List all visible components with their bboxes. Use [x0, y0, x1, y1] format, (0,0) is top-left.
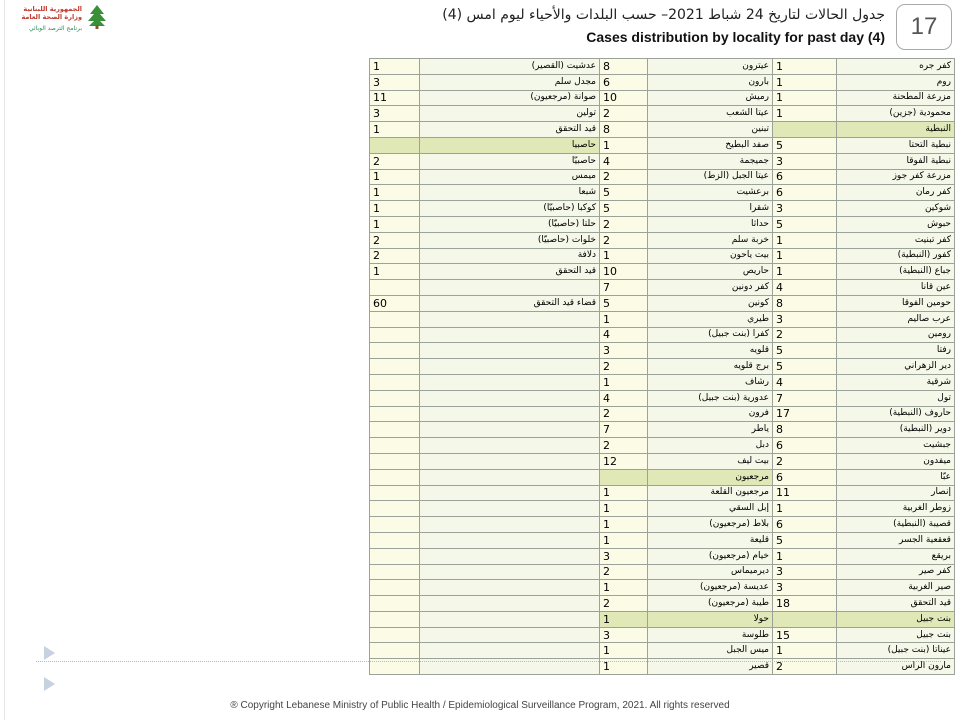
- case-count-cell: 6: [773, 169, 837, 185]
- table-row: [370, 74, 955, 90]
- locality-cell: طلوسة: [648, 627, 773, 643]
- locality-cell: مرجعيون القلعة: [648, 485, 773, 501]
- case-count-cell: 4: [600, 153, 648, 169]
- table-row: [370, 311, 955, 327]
- cedar-emblem-icon: [86, 4, 108, 30]
- case-count-cell: [370, 517, 420, 533]
- locality-cell: ميس الجبل: [648, 643, 773, 659]
- case-count-cell: 3: [773, 311, 837, 327]
- locality-cell: رومين: [837, 327, 955, 343]
- case-count-cell: 6: [773, 517, 837, 533]
- case-count-cell: 1: [600, 311, 648, 327]
- table-row: [370, 106, 955, 122]
- locality-cell: دبل: [648, 438, 773, 454]
- table-row: [370, 343, 955, 359]
- locality-cell: كفر صير: [837, 564, 955, 580]
- case-count-cell: 3: [600, 343, 648, 359]
- locality-cell: صوانة (مرجعيون): [420, 90, 600, 106]
- locality-cell: [420, 422, 600, 438]
- table-row: [370, 517, 955, 533]
- locality-cell: حاريص: [648, 264, 773, 280]
- locality-cell: [420, 532, 600, 548]
- locality-cell: تولين: [420, 106, 600, 122]
- case-count-cell: 1: [773, 248, 837, 264]
- case-count-cell: 15: [773, 627, 837, 643]
- case-count-cell: 1: [600, 659, 648, 675]
- case-count-cell: [600, 469, 648, 485]
- table-row: [370, 264, 955, 280]
- case-count-cell: [370, 596, 420, 612]
- locality-cell: رميش: [648, 90, 773, 106]
- locality-cell: عين قانا: [837, 280, 955, 296]
- locality-cell: طيبة (مرجعيون): [648, 596, 773, 612]
- arrow-right-icon: [44, 677, 55, 691]
- locality-cell: ديرميماس: [648, 564, 773, 580]
- case-count-cell: 3: [600, 627, 648, 643]
- case-count-cell: 1: [370, 59, 420, 75]
- locality-cell: بيت ياحون: [648, 248, 773, 264]
- locality-cell: عبّا: [837, 469, 955, 485]
- case-count-cell: 5: [773, 343, 837, 359]
- case-count-cell: 6: [773, 438, 837, 454]
- case-count-cell: 1: [773, 74, 837, 90]
- locality-cell: حلتا (حاصبيّا): [420, 216, 600, 232]
- case-count-cell: [370, 280, 420, 296]
- case-count-cell: 5: [773, 216, 837, 232]
- table-row: [370, 169, 955, 185]
- locality-cell: تبنين: [648, 122, 773, 138]
- table-row: [370, 627, 955, 643]
- case-count-cell: 1: [370, 264, 420, 280]
- locality-cell: [420, 485, 600, 501]
- case-count-cell: [370, 374, 420, 390]
- case-count-cell: 2: [600, 106, 648, 122]
- locality-cell: عدشيت (القصير): [420, 59, 600, 75]
- locality-cell: قليعة: [648, 532, 773, 548]
- table-row: [370, 596, 955, 612]
- table-row: [370, 390, 955, 406]
- locality-cell: قضاء قيد التحقق: [420, 295, 600, 311]
- locality-cell: مزرعة كفر جوز: [837, 169, 955, 185]
- locality-cell: جبشيت: [837, 438, 955, 454]
- table-row: [370, 374, 955, 390]
- table-row: [370, 248, 955, 264]
- case-count-cell: 2: [600, 438, 648, 454]
- case-count-cell: 1: [600, 611, 648, 627]
- locality-cell: [420, 280, 600, 296]
- case-count-cell: 1: [600, 532, 648, 548]
- locality-cell: زوطر الغربية: [837, 501, 955, 517]
- table-row: [370, 232, 955, 248]
- case-count-cell: [370, 438, 420, 454]
- table-row: [370, 153, 955, 169]
- locality-cell: تول: [837, 390, 955, 406]
- case-count-cell: 2: [370, 153, 420, 169]
- locality-cell: قصير: [648, 659, 773, 675]
- locality-cell: شبعا: [420, 185, 600, 201]
- locality-cell: [420, 596, 600, 612]
- table-row: [370, 611, 955, 627]
- case-count-cell: 1: [370, 169, 420, 185]
- locality-cell: [420, 390, 600, 406]
- table-row: [370, 453, 955, 469]
- case-count-cell: 1: [370, 216, 420, 232]
- table-row: [370, 59, 955, 75]
- case-count-cell: 10: [600, 90, 648, 106]
- case-count-cell: [773, 611, 837, 627]
- case-count-cell: 3: [773, 564, 837, 580]
- locality-cell: حولا: [648, 611, 773, 627]
- case-count-cell: 4: [773, 374, 837, 390]
- case-count-cell: 8: [773, 422, 837, 438]
- case-count-cell: 5: [600, 185, 648, 201]
- case-count-cell: 8: [773, 295, 837, 311]
- locality-cell: برج قلويه: [648, 359, 773, 375]
- case-count-cell: 4: [600, 327, 648, 343]
- locality-cell: حاصبيّا: [420, 153, 600, 169]
- locality-cell: فرون: [648, 406, 773, 422]
- locality-cell: دوير (النبطية): [837, 422, 955, 438]
- locality-cell: [420, 469, 600, 485]
- locality-cell: [420, 343, 600, 359]
- cases-table-body: [370, 59, 955, 675]
- locality-cell: خيام (مرجعيون): [648, 548, 773, 564]
- case-count-cell: [370, 611, 420, 627]
- locality-cell: قيد التحقق: [420, 122, 600, 138]
- case-count-cell: 1: [600, 501, 648, 517]
- divider-line: [36, 661, 941, 662]
- table-row: [370, 485, 955, 501]
- locality-cell: حداثا: [648, 216, 773, 232]
- locality-cell: بنت جبيل: [837, 627, 955, 643]
- locality-cell: عرب صاليم: [837, 311, 955, 327]
- case-count-cell: [370, 311, 420, 327]
- table-row: [370, 327, 955, 343]
- locality-cell: [420, 564, 600, 580]
- case-count-cell: 11: [773, 485, 837, 501]
- case-count-cell: 60: [370, 295, 420, 311]
- locality-cell: روم: [837, 74, 955, 90]
- case-count-cell: 2: [600, 232, 648, 248]
- locality-cell: إبل السقي: [648, 501, 773, 517]
- table-row: [370, 501, 955, 517]
- locality-cell: [420, 453, 600, 469]
- locality-cell: حاروف (النبطية): [837, 406, 955, 422]
- table-row: [370, 90, 955, 106]
- page-number: 17: [896, 4, 952, 50]
- locality-cell: كفر جره: [837, 59, 955, 75]
- table-row: [370, 280, 955, 296]
- case-count-cell: 2: [600, 596, 648, 612]
- case-count-cell: 2: [600, 406, 648, 422]
- logo-program-text: برنامج الترصد الوبائي: [28, 25, 82, 32]
- case-count-cell: 2: [600, 564, 648, 580]
- locality-cell: كوكبا (حاصبيّا): [420, 201, 600, 217]
- case-count-cell: [370, 485, 420, 501]
- case-count-cell: 3: [600, 548, 648, 564]
- locality-cell: [420, 327, 600, 343]
- table-row: [370, 422, 955, 438]
- locality-cell: دلافة: [420, 248, 600, 264]
- locality-cell: عيتا الشعب: [648, 106, 773, 122]
- locality-cell: [420, 627, 600, 643]
- locality-cell: [420, 643, 600, 659]
- case-count-cell: [370, 627, 420, 643]
- case-count-cell: 1: [773, 90, 837, 106]
- case-count-cell: 6: [600, 74, 648, 90]
- locality-cell: عيتا الجبل (الزط): [648, 169, 773, 185]
- arrow-right-icon: [44, 646, 55, 660]
- locality-cell: بلاط (مرجعيون): [648, 517, 773, 533]
- locality-cell: خلوات (حاصبيّا): [420, 232, 600, 248]
- case-count-cell: 5: [600, 201, 648, 217]
- case-count-cell: 4: [600, 390, 648, 406]
- case-count-cell: [370, 453, 420, 469]
- copyright-footer: ® Copyright Lebanese Ministry of Public Health / Epidemiological Surveillance Program, 2021. All rights reserved: [230, 700, 730, 711]
- locality-cell: محمودية (جزين): [837, 106, 955, 122]
- locality-cell: رشاف: [648, 374, 773, 390]
- case-count-cell: [370, 359, 420, 375]
- case-count-cell: 7: [600, 280, 648, 296]
- case-count-cell: 3: [370, 74, 420, 90]
- ministry-logo: [8, 4, 108, 34]
- case-count-cell: 2: [773, 659, 837, 675]
- locality-cell: خربة سلم: [648, 232, 773, 248]
- case-count-cell: [370, 548, 420, 564]
- case-count-cell: [370, 501, 420, 517]
- table-row: [370, 359, 955, 375]
- locality-cell: [420, 374, 600, 390]
- case-count-cell: 7: [773, 390, 837, 406]
- table-row: [370, 580, 955, 596]
- left-edge-line: [4, 0, 5, 720]
- locality-cell: قيد التحقق: [837, 596, 955, 612]
- case-count-cell: 11: [370, 90, 420, 106]
- locality-cell: نبطية التحتا: [837, 137, 955, 153]
- locality-cell: إنصار: [837, 485, 955, 501]
- locality-cell: ميمس: [420, 169, 600, 185]
- locality-cell: بارون: [648, 74, 773, 90]
- table-row: [370, 216, 955, 232]
- case-count-cell: 4: [773, 280, 837, 296]
- locality-cell: [420, 548, 600, 564]
- case-count-cell: 5: [773, 532, 837, 548]
- locality-cell: حبوش: [837, 216, 955, 232]
- case-count-cell: 10: [600, 264, 648, 280]
- locality-cell: كفر دونين: [648, 280, 773, 296]
- locality-cell: شوكين: [837, 201, 955, 217]
- case-count-cell: 3: [773, 201, 837, 217]
- cases-table: [369, 58, 955, 675]
- case-count-cell: 3: [773, 580, 837, 596]
- locality-cell: صير الغربية: [837, 580, 955, 596]
- case-count-cell: 1: [600, 643, 648, 659]
- locality-cell: رفتا: [837, 343, 955, 359]
- table-row: [370, 122, 955, 138]
- table-row: [370, 137, 955, 153]
- case-count-cell: 1: [370, 122, 420, 138]
- logo-ministry-text: وزارة الصحة العامة: [21, 13, 82, 21]
- case-count-cell: 2: [773, 453, 837, 469]
- locality-cell: دير الزهراني: [837, 359, 955, 375]
- case-count-cell: 1: [773, 232, 837, 248]
- locality-cell: نبطية الفوقا: [837, 153, 955, 169]
- case-count-cell: [370, 390, 420, 406]
- case-count-cell: 6: [773, 185, 837, 201]
- case-count-cell: 12: [600, 453, 648, 469]
- case-count-cell: [370, 643, 420, 659]
- case-count-cell: [370, 343, 420, 359]
- case-count-cell: 8: [600, 122, 648, 138]
- case-count-cell: 18: [773, 596, 837, 612]
- locality-cell: كفر تبنيت: [837, 232, 955, 248]
- case-count-cell: 8: [600, 59, 648, 75]
- locality-cell: [420, 359, 600, 375]
- locality-cell: بريقع: [837, 548, 955, 564]
- table-row: [370, 438, 955, 454]
- locality-cell: ياطر: [648, 422, 773, 438]
- case-count-cell: [370, 137, 420, 153]
- locality-cell: شقرا: [648, 201, 773, 217]
- locality-cell: [420, 406, 600, 422]
- case-count-cell: 5: [600, 295, 648, 311]
- locality-cell: [420, 517, 600, 533]
- locality-cell: عدورية (بنت جبيل): [648, 390, 773, 406]
- table-row: [370, 185, 955, 201]
- case-count-cell: 1: [370, 201, 420, 217]
- case-count-cell: 1: [600, 137, 648, 153]
- locality-cell: [420, 611, 600, 627]
- table-row: [370, 564, 955, 580]
- case-count-cell: [773, 122, 837, 138]
- case-count-cell: 2: [600, 169, 648, 185]
- locality-cell: قصيبة (النبطية): [837, 517, 955, 533]
- case-count-cell: 3: [773, 153, 837, 169]
- locality-cell: قعقعية الجسر: [837, 532, 955, 548]
- case-count-cell: 2: [370, 232, 420, 248]
- case-count-cell: 1: [370, 185, 420, 201]
- locality-cell: عيترون: [648, 59, 773, 75]
- table-row: [370, 406, 955, 422]
- case-count-cell: [370, 327, 420, 343]
- locality-cell: قلويه: [648, 343, 773, 359]
- locality-cell: حومين الفوقا: [837, 295, 955, 311]
- case-count-cell: 1: [773, 106, 837, 122]
- locality-cell: حاصبيا: [420, 137, 600, 153]
- locality-cell: عيناتا (بنت جبيل): [837, 643, 955, 659]
- case-count-cell: 17: [773, 406, 837, 422]
- locality-cell: كونين: [648, 295, 773, 311]
- case-count-cell: 2: [773, 327, 837, 343]
- case-count-cell: 2: [600, 359, 648, 375]
- case-count-cell: 1: [773, 643, 837, 659]
- case-count-cell: [370, 564, 420, 580]
- table-row: [370, 201, 955, 217]
- locality-cell: بنت جبيل: [837, 611, 955, 627]
- case-count-cell: 1: [600, 374, 648, 390]
- table-row: [370, 532, 955, 548]
- locality-cell: [420, 438, 600, 454]
- case-count-cell: 1: [600, 248, 648, 264]
- table-row: [370, 469, 955, 485]
- locality-cell: عديسة (مرجعيون): [648, 580, 773, 596]
- locality-cell: جميجمة: [648, 153, 773, 169]
- locality-cell: صفد البطيخ: [648, 137, 773, 153]
- locality-cell: قيد التحقق: [420, 264, 600, 280]
- locality-cell: طيري: [648, 311, 773, 327]
- case-count-cell: 5: [773, 359, 837, 375]
- locality-cell: [420, 501, 600, 517]
- case-count-cell: 2: [600, 216, 648, 232]
- locality-cell: ميفدون: [837, 453, 955, 469]
- locality-cell: [420, 311, 600, 327]
- locality-cell: مجدل سلم: [420, 74, 600, 90]
- case-count-cell: 2: [370, 248, 420, 264]
- case-count-cell: 5: [773, 137, 837, 153]
- locality-cell: كفور (النبطية): [837, 248, 955, 264]
- title-english: Cases distribution by locality for past day (4): [586, 29, 885, 45]
- locality-cell: [420, 580, 600, 596]
- case-count-cell: 6: [773, 469, 837, 485]
- case-count-cell: 1: [600, 485, 648, 501]
- locality-cell: شرقية: [837, 374, 955, 390]
- case-count-cell: 7: [600, 422, 648, 438]
- locality-cell: مزرعة المطحنة: [837, 90, 955, 106]
- case-count-cell: 1: [773, 59, 837, 75]
- locality-cell: كفرا (بنت جبيل): [648, 327, 773, 343]
- case-count-cell: 3: [370, 106, 420, 122]
- locality-cell: مرجعيون: [648, 469, 773, 485]
- table-row: [370, 643, 955, 659]
- case-count-cell: 1: [773, 548, 837, 564]
- table-row: [370, 548, 955, 564]
- locality-cell: جباع (النبطية): [837, 264, 955, 280]
- case-count-cell: 1: [773, 264, 837, 280]
- case-count-cell: 1: [600, 580, 648, 596]
- case-count-cell: [370, 580, 420, 596]
- case-count-cell: 1: [773, 501, 837, 517]
- case-count-cell: [370, 422, 420, 438]
- case-count-cell: 1: [600, 517, 648, 533]
- case-count-cell: [370, 532, 420, 548]
- locality-cell: برعشيت: [648, 185, 773, 201]
- case-count-cell: [370, 406, 420, 422]
- locality-cell: مارون الراس: [837, 659, 955, 675]
- case-count-cell: [370, 469, 420, 485]
- locality-cell: كفر رمان: [837, 185, 955, 201]
- locality-cell: النبطية: [837, 122, 955, 138]
- locality-cell: بيت ليف: [648, 453, 773, 469]
- table-row: [370, 295, 955, 311]
- title-arabic: جدول الحالات لتاريخ 24 شباط 2021– حسب البلدات والأحياء ليوم امس (4): [442, 7, 885, 23]
- logo-republic-text: الجمهورية اللبنانية: [23, 5, 82, 13]
